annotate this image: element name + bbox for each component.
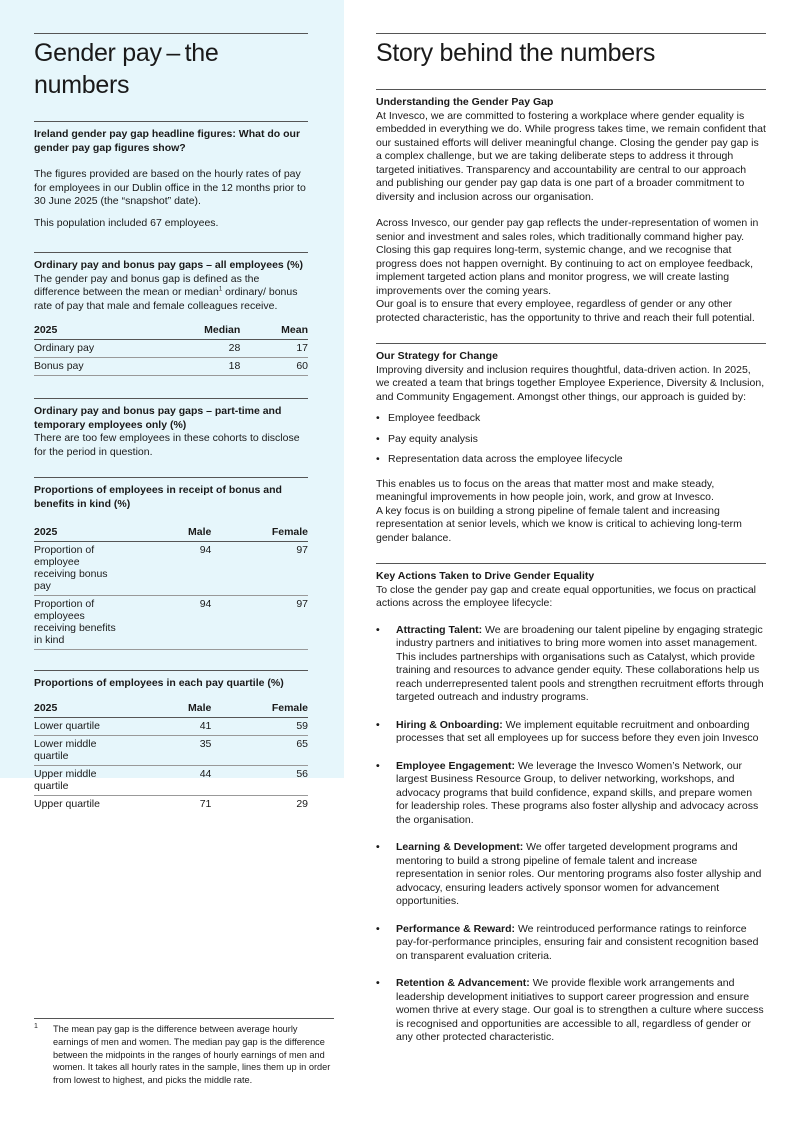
strategy-heading: Our Strategy for Change — [376, 350, 498, 362]
page-title-numbers: Gender pay – the numbers — [34, 39, 219, 99]
part-time-gap-heading: Ordinary pay and bonus pay gaps – part-time and temporary employees only (%) — [34, 405, 282, 431]
footnote-text: The mean pay gap is the difference between average hourly earnings of men and women. The median pay gap is the difference between the midpoints in the ranges of hourly earnings of men and women. It takes all hourly rates in the sample, lines them up in order from lowest to highest, and picks the middle rate. — [53, 1024, 331, 1086]
key-actions-intro: To close the gender pay gap and create equal opportunities, we focus on practical actions across the employee lifecycle: — [376, 583, 756, 609]
list-item: • Employee feedback — [376, 412, 481, 424]
table-row: Lower quartile 41 59 — [34, 717, 308, 735]
gap-definition-text: The gender pay and bonus gap is defined as the difference between the mean or median$^1$ ordinary/ bonus rate of pay that male and female colleagues receive. — [34, 272, 298, 312]
footnote-number: 1 — [34, 1023, 38, 1030]
strategy-text: Improving diversity and inclusion requires thoughtful, data-driven action. In 2025, we created a team that brings together Employee Experience, Diversity & Inclusion, and Community Engagement. Amongst other things, our approach is guided by: — [376, 363, 765, 403]
pay-quartile-table — [34, 702, 308, 813]
focus-text: This enables us to focus on the areas that matter most and make steady, meaningful improvements in how people join, work, and grow at Invesco. — [376, 477, 715, 503]
table-row: Proportion of employee receiving bonus pay 94 97 — [34, 542, 308, 596]
action-hiring-onboarding: • Hiring & Onboarding: We implement equitable recruitment and onboarding processes that set all employees up for success before they even join Invesco — [376, 718, 759, 744]
part-time-text: There are too few employees in these cohorts to disclose for the period in question. — [34, 432, 300, 458]
bonus-benefits-table — [34, 526, 308, 650]
action-learning-development: • Learning & Development: We offer targeted development programs and mentoring to build a strong pipeline of female talent and increase representation in senior roles. Our mentoring programs also foster allyship and advocacy, ensuring leaders actively sponsor women for advancement opportunities. — [376, 841, 762, 907]
under-representation-text: Across Invesco, our gender pay gap reflects the under-representation of women in senior and investment and sales roles, which traditionally command higher pay. Closing this gap requires long-term, systemic change, and we recognise that progress does not happen overnight. By continuing to act on employee feedback, implement targeted action plans and monitor progress, we will create lasting improvements over the coming years. — [376, 217, 759, 297]
table-header-row: 2025 Male Female — [34, 702, 308, 718]
right-column — [376, 33, 766, 1059]
page-title-story: Story behind the numbers — [376, 39, 656, 67]
pay-quartile-heading: Proportions of employees in each pay quartile (%) — [34, 677, 284, 689]
action-performance-reward: • Performance & Reward: We reintroduced performance ratings to reinforce pay-for-performance principles, ensuring fair and consistent recognition based on transparent evaluation criteria. — [376, 922, 759, 962]
commitment-text: At Invesco, we are committed to fostering a workplace where gender equality is embedded in everything we do. While progress takes time, we remain confident that our sustained efforts will deliver meaningful change. Closing the gender pay gap is a complex challenge, but we are taking deliberate steps to address it through targeted initiatives. Transparency and accountability are central to our approach and publishing our gender pay gap data is one part of a broader commitment to diversity and inclusion across our organisation. — [376, 109, 766, 203]
table-row: Upper middle quartile 44 56 — [34, 765, 308, 795]
table-row: Bonus pay 18 60 — [34, 358, 308, 376]
action-employee-engagement: • Employee Engagement: We leverage the Invesco Women’s Network, our largest Business Resource Group, to deliver networking, workshops, and advocacy programs that build confidence, expand skills, and prepare women for leadership roles. These programs also foster allyship and advocacy across the organisation. — [376, 759, 759, 826]
list-item: • Pay equity analysis — [376, 432, 478, 445]
table-row: Lower middle quartile 35 65 — [34, 735, 308, 765]
table-row: Proportion of employees receiving benefits in kind 94 97 — [34, 596, 308, 650]
left-column — [34, 33, 308, 813]
pipeline-text: A key focus is on building a strong pipeline of female talent and increasing representation at senior levels, which we know is critical to achieving long-term gender balance. — [376, 504, 742, 544]
understanding-gap-heading: Understanding the Gender Pay Gap — [376, 96, 554, 108]
action-retention-advancement: • Retention & Advancement: We provide flexible work arrangements and leadership development initiatives to support career progression and ensure women thrive at every stage. Our goal is to strengthen a culture where success is recognised and opportunities are accessible to all, regardless of gender or any other protected characteristic. — [376, 977, 764, 1043]
list-item: • Representation data across the employee lifecycle — [376, 453, 623, 465]
figures-basis-text: The figures provided are based on the hourly rates of pay for employees in our Dublin office in the 12 months prior to 30 June 2025 (the “snapshot” date). — [34, 168, 306, 207]
strategy-bullet-list — [376, 412, 766, 467]
key-actions-heading: Key Actions Taken to Drive Gender Equality — [376, 570, 595, 582]
table-header-row: 2025 Median Mean — [34, 324, 308, 340]
population-text: This population included 67 employees. — [34, 216, 219, 229]
goal-text: Our goal is to ensure that every employee, regardless of gender or any other protected characteristic, has the opportunity to thrive and reach their full potential. — [376, 298, 755, 324]
table-header-row: 2025 Male Female — [34, 526, 308, 542]
all-employees-gap-heading: Ordinary pay and bonus pay gaps – all employees (%) — [34, 259, 303, 271]
headline-figures-heading: Ireland gender pay gap headline figures: What do our gender pay gap figures show? — [34, 128, 301, 154]
pay-gap-table — [34, 324, 308, 376]
table-row: Upper quartile 71 29 — [34, 797, 308, 810]
action-attracting-talent: • Attracting Talent: We are broadening our talent pipeline by engaging strategic industry partners and initiatives to bring more women into asset management. This includes partnerships with organisations such as Catalyst, which provide training and resources to advance gender equity. These collaborations help us reach underrepresented talent pools and strengthen recruitment efforts through targeted outreach and industry programs. — [376, 623, 764, 703]
footnote — [34, 1018, 334, 1087]
footnote-marker: 1 — [218, 286, 223, 293]
table-row: Ordinary pay 28 17 — [34, 340, 308, 358]
bonus-benefits-heading: Proportions of employees in receipt of bonus and benefits in kind (%) — [34, 484, 282, 510]
key-actions-list — [376, 624, 766, 1045]
